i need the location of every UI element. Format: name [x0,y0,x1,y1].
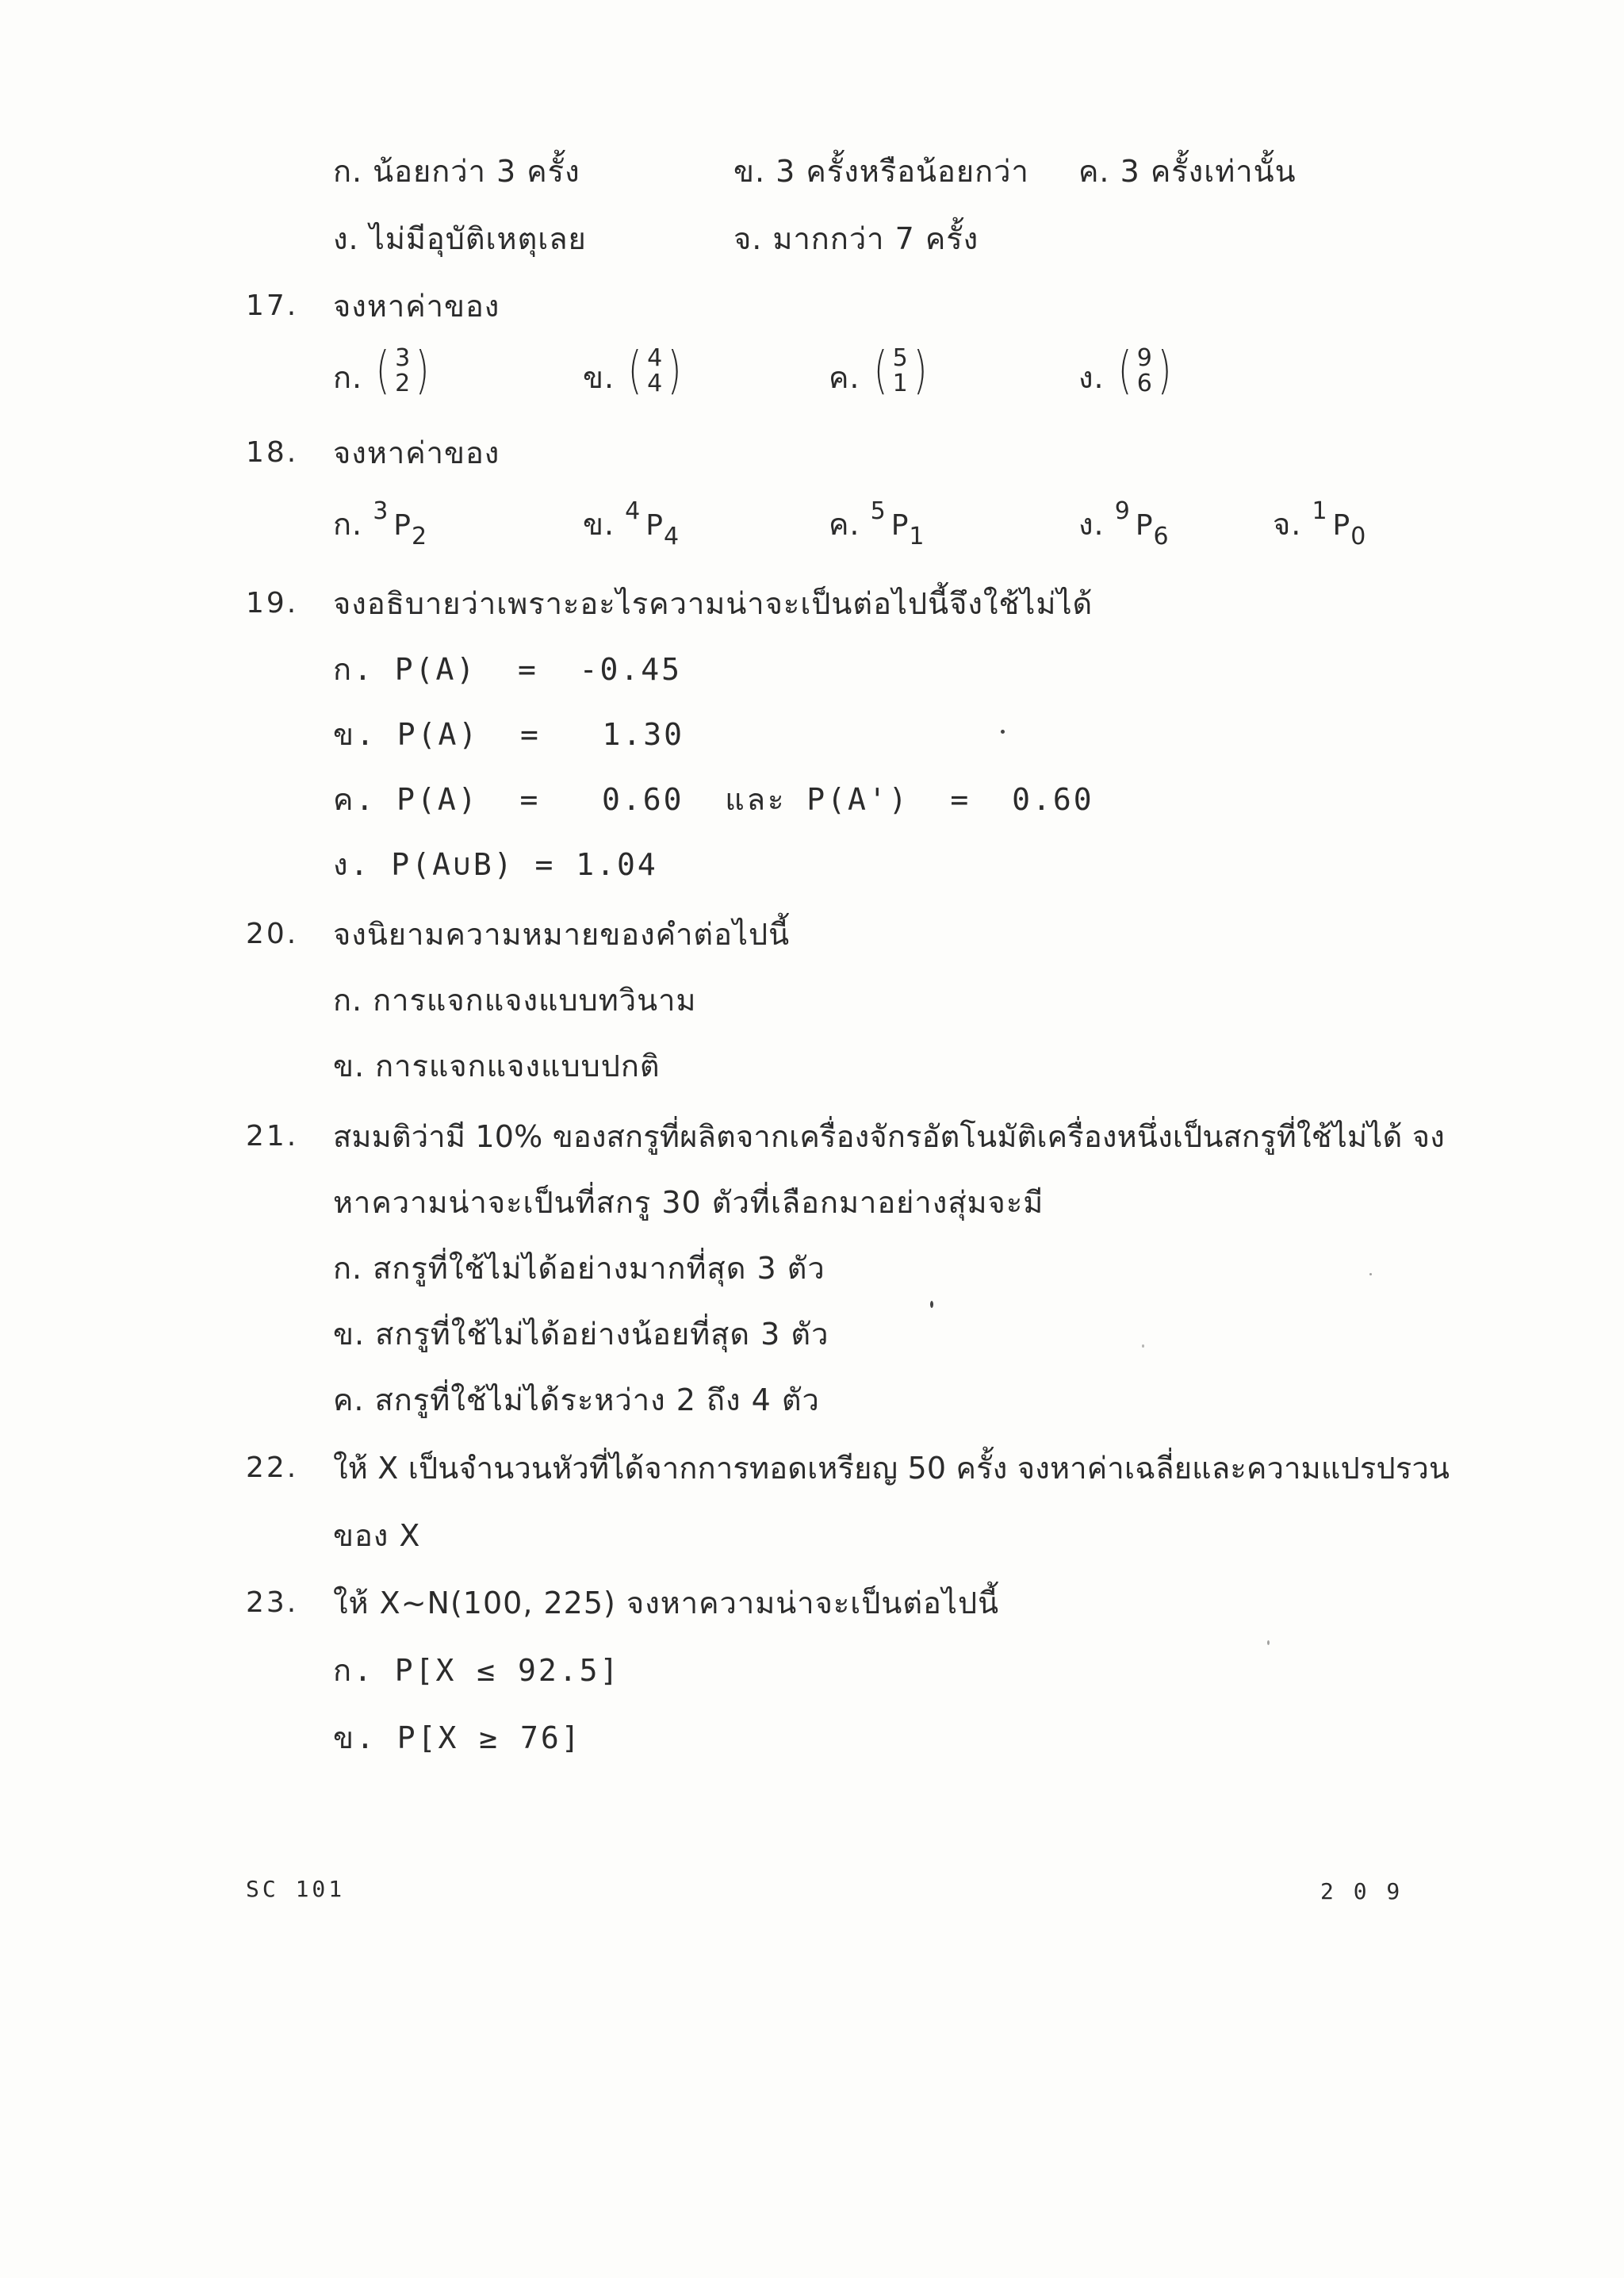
q17-number: 17. [246,290,299,322]
binomial-coefficient: ( 4 4 ) [628,342,683,401]
binomial-bottom: 2 [395,370,412,397]
binomial-bottom: 6 [1136,370,1153,397]
permutation-n: 5 [870,497,887,525]
option-label: ก. [333,360,363,395]
q18-option-e [1273,497,1367,550]
q23-number: 23. [246,1586,299,1619]
q22-line-1: ให้ X เป็นจำนวนหัวที่ได้จากการทอดเหรียญ 50 ครั้ง จงหาค่าเฉลี่ยและความแปรปรวน [333,1451,1450,1486]
q21-line-2: หาความน่าจะเป็นที่สกรู 30 ตัวที่เลือกมาอย่างสุ่มจะมี [333,1185,1044,1220]
q17-option-d [1078,342,1175,401]
q17-option-c [829,342,931,401]
permutation [870,497,925,550]
q20-option-b: ข. การแจกแจงแบบปกติ [333,1049,661,1083]
q18-option-c [829,497,925,550]
option-label: ก. [333,507,363,542]
binomial-top: 4 [647,344,664,372]
permutation-r: 6 [1153,523,1170,550]
permutation-base: P [1332,509,1351,542]
scan-speck [1369,1273,1372,1275]
q16-option-b: ข. 3 ครั้งหรือน้อยกว่า [733,154,1029,189]
q21-option-b: ข. สกรูที่ใช้ไม่ได้อย่างน้อยที่สุด 3 ตัว [333,1317,829,1352]
q20-option-a: ก. การแจกแจงแบบทวินาม [333,983,697,1018]
scan-speck [1142,1344,1144,1348]
permutation-n: 4 [625,497,642,525]
binomial-coefficient: ( 3 2 ) [376,342,431,401]
option-label: ง. [1078,360,1105,395]
permutation [1114,497,1170,550]
q19-number: 19. [246,587,299,619]
q20-text: จงนิยามความหมายของคำต่อไปนี้ [333,917,791,952]
q21-option-c: ค. สกรูที่ใช้ไม่ได้ระหว่าง 2 ถึง 4 ตัว [333,1383,820,1417]
permutation-r: 1 [909,523,925,550]
permutation [625,497,680,550]
q21-option-a: ก. สกรูที่ใช้ไม่ได้อย่างมากที่สุด 3 ตัว [333,1251,825,1286]
option-label: ค. [829,507,860,542]
q19-option-b: ข. P(A) = 1.30 [333,717,685,752]
q16-option-d: ง. ไม่มีอุบัติเหตุเลย [333,221,587,256]
permutation-r: 0 [1350,523,1367,550]
binomial-bottom: 1 [892,370,909,397]
option-label: ง. [1078,507,1105,542]
permutation-r: 4 [663,523,680,550]
q16-option-c: ค. 3 ครั้งเท่านั้น [1078,154,1297,189]
permutation-base: P [891,509,910,542]
q16-option-e: จ. มากกว่า 7 ครั้ง [733,221,979,256]
q23-option-b: ข. P[X ≥ 76] [333,1720,582,1755]
scan-speck [930,1301,933,1308]
q22-number: 22. [246,1452,299,1484]
q18-number: 18. [246,436,299,469]
binomial-coefficient: ( 5 1 ) [873,342,928,401]
option-label: ค. [829,360,860,395]
q23-text: ให้ X~N(100, 225) จงหาความน่าจะเป็นต่อไปนี้ [333,1586,1000,1620]
permutation-n: 3 [373,497,389,525]
binomial-bottom: 4 [647,370,664,397]
q22-line-2: ของ X [333,1518,421,1553]
scan-speck [1267,1640,1270,1645]
permutation-n: 1 [1312,497,1328,525]
q18-text: จงหาค่าของ [333,435,500,470]
option-label: ข. [583,507,615,542]
option-label: ข. [583,360,615,395]
course-code: SC 101 [246,1876,346,1902]
q23-option-a: ก. P[X ≤ 92.5] [333,1653,621,1688]
q19-option-c: ค. P(A) = 0.60 และ P(A') = 0.60 [333,782,1094,817]
q18-option-d [1078,497,1170,550]
q17-option-b [583,342,685,401]
q20-number: 20. [246,918,299,950]
q19-text: จงอธิบายว่าเพราะอะไรความน่าจะเป็นต่อไปนี้จึงใช้ไม่ได้ [333,586,1094,621]
permutation [1312,497,1367,550]
permutation-base: P [393,509,412,542]
q19-option-d: ง. P(A∪B) = 1.04 [333,847,658,882]
binomial-top: 3 [395,344,412,372]
q19-option-a: ก. P(A) = -0.45 [333,652,683,687]
q18-option-b [583,497,680,550]
permutation-base: P [645,509,664,542]
q16-option-a: ก. น้อยกว่า 3 ครั้ง [333,154,580,189]
q17-text: จงหาค่าของ [333,289,500,324]
permutation-r: 2 [412,523,428,550]
binomial-top: 5 [892,344,909,372]
q17-option-a [333,342,433,401]
option-label: จ. [1273,507,1302,542]
page-number: 2 0 9 [1320,1878,1404,1904]
permutation [373,497,428,550]
permutation-n: 9 [1114,497,1131,525]
q21-number: 21. [246,1120,299,1152]
binomial-top: 9 [1136,344,1153,372]
q21-line-1: สมมติว่ามี 10% ของสกรูที่ผลิตจากเครื่องจักรอัตโนมัติเครื่องหนึ่งเป็นสกรูที่ใช้ไม่ได้ จง [333,1119,1445,1154]
permutation-base: P [1135,509,1154,542]
q18-option-a [333,497,428,550]
scan-speck [1001,730,1005,734]
binomial-coefficient: ( 9 6 ) [1117,342,1172,401]
